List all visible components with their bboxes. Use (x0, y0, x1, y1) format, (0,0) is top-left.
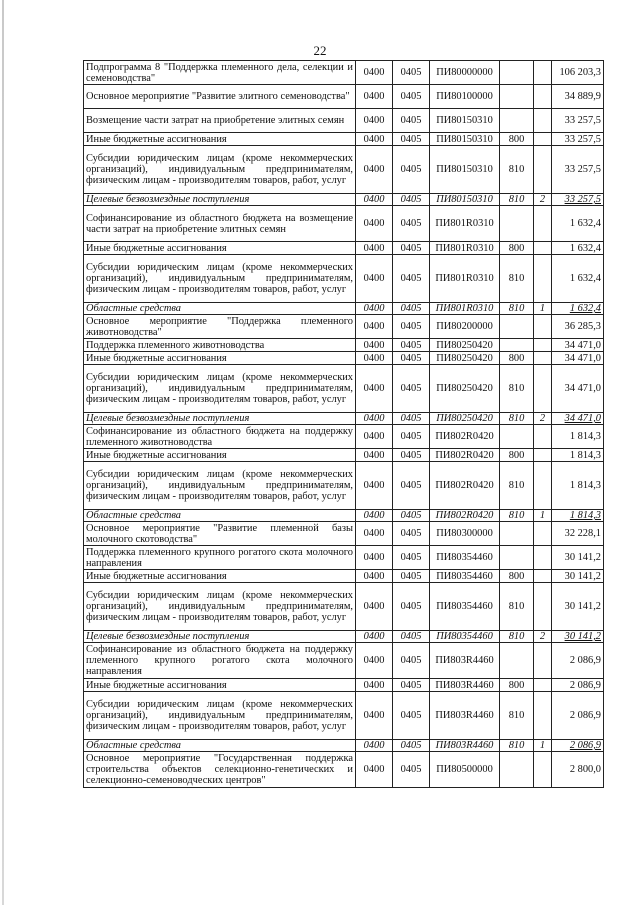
row-target-code: ПИ80250420 (430, 413, 500, 425)
row-target-code: ПИ803R4460 (430, 740, 500, 752)
row-subsection: 0405 (393, 194, 430, 206)
page-number: 22 (313, 43, 327, 58)
table-row (84, 315, 604, 339)
row-funding-source (534, 679, 552, 692)
row-amount: 30 141,2 (552, 631, 604, 643)
row-subsection: 0405 (393, 449, 430, 462)
row-subsection: 0405 (393, 522, 430, 546)
row-description: Субсидии юридическим лицам (кроме некоммерческих организаций), индивидуальным предпринимателям, физическим лицам - производителям товаров, работ, услуг (84, 692, 356, 740)
row-target-code: ПИ80200000 (430, 315, 500, 339)
row-funding-source (534, 339, 552, 352)
row-target-code: ПИ803R4460 (430, 679, 500, 692)
row-target-code: ПИ801R0310 (430, 303, 500, 315)
row-target-code: ПИ80354460 (430, 546, 500, 570)
row-subsection: 0405 (393, 692, 430, 740)
row-expense-type: 810 (500, 631, 534, 643)
row-description: Основное мероприятие "Поддержка племенного животноводства" (84, 315, 356, 339)
row-amount: 2 800,0 (552, 752, 604, 788)
table-row (84, 510, 604, 522)
row-section: 0400 (356, 61, 393, 85)
row-section: 0400 (356, 413, 393, 425)
row-amount: 34 471,0 (552, 339, 604, 352)
row-description: Иные бюджетные ассигнования (84, 449, 356, 462)
row-funding-source (534, 352, 552, 365)
table-row (84, 643, 604, 679)
row-section: 0400 (356, 462, 393, 510)
row-expense-type (500, 61, 534, 85)
row-target-code: ПИ80250420 (430, 365, 500, 413)
row-funding-source: 2 (534, 194, 552, 206)
row-target-code: ПИ80150310 (430, 194, 500, 206)
row-section: 0400 (356, 522, 393, 546)
row-amount: 2 086,9 (552, 740, 604, 752)
row-funding-source (534, 546, 552, 570)
table-row (84, 303, 604, 315)
row-description: Целевые безвозмездные поступления (84, 194, 356, 206)
row-target-code: ПИ803R4460 (430, 643, 500, 679)
row-amount: 33 257,5 (552, 194, 604, 206)
row-description: Иные бюджетные ассигнования (84, 352, 356, 365)
row-section: 0400 (356, 546, 393, 570)
row-description: Подпрограмма 8 "Поддержка племенного дела, селекции и семеноводства" (84, 61, 356, 85)
row-expense-type: 810 (500, 413, 534, 425)
table-row (84, 194, 604, 206)
row-description: Субсидии юридическим лицам (кроме некоммерческих организаций), индивидуальным предпринимателям, физическим лицам - производителям товаров, работ, услуг (84, 146, 356, 194)
row-section: 0400 (356, 194, 393, 206)
row-funding-source (534, 522, 552, 546)
row-description: Поддержка племенного крупного рогатого скота молочного направления (84, 546, 356, 570)
row-description: Основное мероприятие "Развитие племенной базы молочного скотоводства" (84, 522, 356, 546)
row-description: Основное мероприятие "Развитие элитного семеноводства" (84, 85, 356, 109)
table-row (84, 242, 604, 255)
row-description: Иные бюджетные ассигнования (84, 570, 356, 583)
row-target-code: ПИ80150310 (430, 133, 500, 146)
row-target-code: ПИ802R0420 (430, 449, 500, 462)
table-row (84, 133, 604, 146)
row-expense-type: 810 (500, 146, 534, 194)
row-target-code: ПИ80500000 (430, 752, 500, 788)
row-target-code: ПИ80150310 (430, 109, 500, 133)
row-subsection: 0405 (393, 61, 430, 85)
row-expense-type: 810 (500, 692, 534, 740)
row-section: 0400 (356, 449, 393, 462)
table-row (84, 692, 604, 740)
row-amount: 33 257,5 (552, 133, 604, 146)
row-expense-type: 800 (500, 352, 534, 365)
row-amount: 1 814,3 (552, 462, 604, 510)
row-subsection: 0405 (393, 643, 430, 679)
row-funding-source: 2 (534, 631, 552, 643)
row-description: Субсидии юридическим лицам (кроме некоммерческих организаций), индивидуальным предпринимателям, физическим лицам - производителям товаров, работ, услуг (84, 462, 356, 510)
row-subsection: 0405 (393, 583, 430, 631)
row-description: Субсидии юридическим лицам (кроме некоммерческих организаций), индивидуальным предпринимателям, физическим лицам - производителям товаров, работ, услуг (84, 583, 356, 631)
table-row (84, 546, 604, 570)
row-subsection: 0405 (393, 631, 430, 643)
row-funding-source (534, 242, 552, 255)
row-amount: 1 632,4 (552, 242, 604, 255)
row-section: 0400 (356, 352, 393, 365)
table-row (84, 570, 604, 583)
row-description: Субсидии юридическим лицам (кроме некоммерческих организаций), индивидуальным предпринимателям, физическим лицам - производителям товаров, работ, услуг (84, 365, 356, 413)
row-description: Поддержка племенного животноводства (84, 339, 356, 352)
row-amount: 33 257,5 (552, 109, 604, 133)
row-description: Субсидии юридическим лицам (кроме некоммерческих организаций), индивидуальным предпринимателям, физическим лицам - производителям товаров, работ, услуг (84, 255, 356, 303)
row-target-code: ПИ80354460 (430, 631, 500, 643)
row-section: 0400 (356, 679, 393, 692)
row-subsection: 0405 (393, 752, 430, 788)
row-description: Софинансирование из областного бюджета на поддержку племенного животноводства (84, 425, 356, 449)
row-description: Основное мероприятие "Государственная поддержка строительства объектов селекционно-генетических и селекционно-семеноводческих центров" (84, 752, 356, 788)
row-description: Иные бюджетные ассигнования (84, 133, 356, 146)
row-amount: 1 632,4 (552, 206, 604, 242)
row-target-code: ПИ80354460 (430, 583, 500, 631)
row-funding-source: 1 (534, 303, 552, 315)
row-target-code: ПИ80300000 (430, 522, 500, 546)
row-expense-type: 810 (500, 462, 534, 510)
row-amount: 1 814,3 (552, 425, 604, 449)
table-row (84, 583, 604, 631)
row-section: 0400 (356, 85, 393, 109)
row-subsection: 0405 (393, 740, 430, 752)
row-section: 0400 (356, 365, 393, 413)
row-expense-type: 810 (500, 510, 534, 522)
row-target-code: ПИ80354460 (430, 570, 500, 583)
row-target-code: ПИ80000000 (430, 61, 500, 85)
row-description: Софинансирование из областного бюджета на поддержку племенного крупного рогатого скота молочного направления (84, 643, 356, 679)
row-funding-source (534, 61, 552, 85)
row-amount: 1 632,4 (552, 303, 604, 315)
row-description: Возмещение части затрат на приобретение элитных семян (84, 109, 356, 133)
row-funding-source (534, 255, 552, 303)
row-amount: 32 228,1 (552, 522, 604, 546)
row-funding-source (534, 570, 552, 583)
row-description: Областные средства (84, 303, 356, 315)
table-row (84, 462, 604, 510)
row-description: Софинансирование из областного бюджета на возмещение части затрат на приобретение элитных семян (84, 206, 356, 242)
row-subsection: 0405 (393, 146, 430, 194)
table-row (84, 206, 604, 242)
table-row (84, 752, 604, 788)
row-expense-type: 810 (500, 583, 534, 631)
row-subsection: 0405 (393, 546, 430, 570)
row-expense-type: 810 (500, 365, 534, 413)
row-expense-type: 810 (500, 303, 534, 315)
table-row (84, 522, 604, 546)
row-subsection: 0405 (393, 255, 430, 303)
row-subsection: 0405 (393, 206, 430, 242)
row-amount: 1 814,3 (552, 449, 604, 462)
row-expense-type: 810 (500, 194, 534, 206)
row-subsection: 0405 (393, 339, 430, 352)
row-expense-type: 800 (500, 449, 534, 462)
row-target-code: ПИ801R0310 (430, 242, 500, 255)
row-expense-type: 800 (500, 133, 534, 146)
row-target-code: ПИ802R0420 (430, 425, 500, 449)
row-section: 0400 (356, 631, 393, 643)
row-expense-type (500, 546, 534, 570)
row-description: Иные бюджетные ассигнования (84, 679, 356, 692)
row-amount: 34 471,0 (552, 352, 604, 365)
row-subsection: 0405 (393, 352, 430, 365)
row-expense-type: 800 (500, 242, 534, 255)
row-subsection: 0405 (393, 303, 430, 315)
row-funding-source (534, 365, 552, 413)
row-target-code: ПИ801R0310 (430, 206, 500, 242)
row-description: Иные бюджетные ассигнования (84, 242, 356, 255)
row-amount: 36 285,3 (552, 315, 604, 339)
row-section: 0400 (356, 740, 393, 752)
row-subsection: 0405 (393, 679, 430, 692)
row-amount: 30 141,2 (552, 570, 604, 583)
row-expense-type: 800 (500, 679, 534, 692)
row-section: 0400 (356, 146, 393, 194)
row-target-code: ПИ80250420 (430, 352, 500, 365)
row-amount: 33 257,5 (552, 146, 604, 194)
row-expense-type (500, 752, 534, 788)
row-amount: 2 086,9 (552, 692, 604, 740)
row-amount: 106 203,3 (552, 61, 604, 85)
row-amount: 2 086,9 (552, 679, 604, 692)
table-row (84, 631, 604, 643)
row-target-code: ПИ80150310 (430, 146, 500, 194)
row-expense-type: 810 (500, 740, 534, 752)
row-funding-source (534, 643, 552, 679)
row-target-code: ПИ801R0310 (430, 255, 500, 303)
row-expense-type (500, 643, 534, 679)
table-row (84, 109, 604, 133)
row-amount: 34 471,0 (552, 413, 604, 425)
row-section: 0400 (356, 315, 393, 339)
row-amount: 1 814,3 (552, 510, 604, 522)
row-description: Областные средства (84, 510, 356, 522)
row-description: Целевые безвозмездные поступления (84, 413, 356, 425)
row-expense-type (500, 522, 534, 546)
table-row (84, 413, 604, 425)
row-funding-source (534, 692, 552, 740)
row-description: Областные средства (84, 740, 356, 752)
row-target-code: ПИ80100000 (430, 85, 500, 109)
row-expense-type (500, 109, 534, 133)
row-subsection: 0405 (393, 85, 430, 109)
table-row (84, 339, 604, 352)
row-subsection: 0405 (393, 242, 430, 255)
table-row (84, 255, 604, 303)
budget-table (83, 60, 604, 788)
table-row (84, 449, 604, 462)
table-row (84, 85, 604, 109)
row-description: Целевые безвозмездные поступления (84, 631, 356, 643)
row-funding-source (534, 133, 552, 146)
row-subsection: 0405 (393, 365, 430, 413)
row-funding-source (534, 315, 552, 339)
row-amount: 30 141,2 (552, 583, 604, 631)
row-expense-type (500, 339, 534, 352)
row-target-code: ПИ802R0420 (430, 510, 500, 522)
table-row (84, 365, 604, 413)
row-subsection: 0405 (393, 133, 430, 146)
row-section: 0400 (356, 242, 393, 255)
row-funding-source (534, 462, 552, 510)
row-funding-source: 2 (534, 413, 552, 425)
row-section: 0400 (356, 752, 393, 788)
row-expense-type: 810 (500, 255, 534, 303)
row-funding-source (534, 146, 552, 194)
row-section: 0400 (356, 692, 393, 740)
table-row (84, 352, 604, 365)
row-subsection: 0405 (393, 315, 430, 339)
row-section: 0400 (356, 255, 393, 303)
row-section: 0400 (356, 206, 393, 242)
row-funding-source (534, 449, 552, 462)
row-funding-source (534, 85, 552, 109)
row-funding-source: 1 (534, 740, 552, 752)
row-funding-source (534, 109, 552, 133)
row-amount: 30 141,2 (552, 546, 604, 570)
row-funding-source: 1 (534, 510, 552, 522)
row-funding-source (534, 583, 552, 631)
row-section: 0400 (356, 133, 393, 146)
row-section: 0400 (356, 570, 393, 583)
row-section: 0400 (356, 303, 393, 315)
row-expense-type (500, 425, 534, 449)
row-expense-type (500, 315, 534, 339)
table-row (84, 679, 604, 692)
row-subsection: 0405 (393, 413, 430, 425)
row-subsection: 0405 (393, 462, 430, 510)
row-subsection: 0405 (393, 425, 430, 449)
row-expense-type (500, 85, 534, 109)
row-expense-type (500, 206, 534, 242)
table-row (84, 146, 604, 194)
row-section: 0400 (356, 643, 393, 679)
row-amount: 2 086,9 (552, 643, 604, 679)
table-row (84, 61, 604, 85)
row-subsection: 0405 (393, 570, 430, 583)
table-body (84, 61, 604, 788)
row-amount: 34 889,9 (552, 85, 604, 109)
row-subsection: 0405 (393, 510, 430, 522)
row-amount: 1 632,4 (552, 255, 604, 303)
row-target-code: ПИ802R0420 (430, 462, 500, 510)
row-amount: 34 471,0 (552, 365, 604, 413)
row-target-code: ПИ80250420 (430, 339, 500, 352)
row-funding-source (534, 206, 552, 242)
row-section: 0400 (356, 109, 393, 133)
row-section: 0400 (356, 339, 393, 352)
table-row (84, 425, 604, 449)
scan-edge-shadow (2, 0, 4, 905)
table-row (84, 740, 604, 752)
row-funding-source (534, 752, 552, 788)
row-section: 0400 (356, 583, 393, 631)
row-target-code: ПИ803R4460 (430, 692, 500, 740)
row-expense-type: 800 (500, 570, 534, 583)
row-funding-source (534, 425, 552, 449)
row-section: 0400 (356, 510, 393, 522)
row-subsection: 0405 (393, 109, 430, 133)
row-section: 0400 (356, 425, 393, 449)
